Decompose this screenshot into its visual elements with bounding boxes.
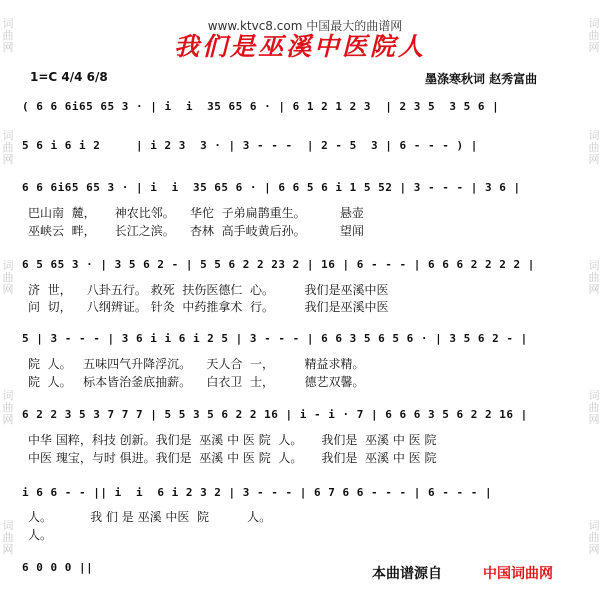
lyric-line: 人。 我 们 是 巫溪 中医 院 人。 [28,510,272,524]
lyric-line: 院 人。 五味四气升降浮沉。 天人合 一， 精益求精。 [28,357,365,371]
watermark-text: 词曲网 [2,519,14,556]
lyric-line: 中华 国粹，科技 创新。我们是 巫溪 中 医 院 人。 我们是 巫溪 中 医 院 [28,433,437,447]
watermark-text: 词曲网 [2,129,14,166]
watermark-text: 词曲网 [588,519,600,556]
lyric-line: 巴山南 麓， 神农比邻。 华佗 子弟扁鹊重生。 悬壶 [28,206,364,220]
lyric-line: 问 切， 八纲辨证。 针灸 中药推拿术 行。 我们是巫溪中医 [28,300,389,314]
lyric-line: 院 人。 标本皆治釜底抽薪。 白衣卫 士， 德艺双馨。 [28,375,365,389]
watermark-text: 词曲网 [2,259,14,296]
notation-line: 6 0 0 0 || [22,561,94,574]
site-caption: www.ktvc8.com 中国最大的曲谱网 [207,19,403,33]
watermark-left [2,0,16,609]
lyric-line: 中医 瑰宝，与时 俱进。我们是 巫溪 中 医 院 人。 我们是 巫溪 中 医 院 [28,451,437,465]
watermark-text: 词曲网 [2,389,14,426]
watermark-text: 词曲网 [588,259,600,296]
watermark-text: 词曲网 [2,17,14,54]
source-label: 本曲谱源自 [372,566,442,582]
notation-line: ( 6 6 6i65 65 3 · | i i 35 65 6 · | 6 1 2 1 2 3 | 2 3 5 3 5 6 | [22,100,500,113]
lyric-line: 人。 [28,528,53,542]
composer-credit: 墨涤寒秋词 赵秀富曲 [425,72,538,86]
notation-line: 5 | 3 - - - | 3 6 i i 6 i 2 5 | 3 - - - | 6 6 3 5 6 5 6 · | 3 5 6 2 - | [22,332,528,345]
brand-label: 中国词曲网 [483,566,553,582]
lyric-line: 巫峡云 畔， 长江之滨。 杏林 高手岐黄后孙。 望闻 [28,224,364,238]
notation-line: 5 6 i 6 i 2 | i 2 3 3 · | 3 - - - | 2 - 5 3 | 6 - - - ) | [22,139,478,152]
notation-line: i 6 6 - - || i i 6 i 2 3 2 | 3 - - - | 6 7 6 6 - - - | 6 - - - | [22,486,493,499]
notation-line: 6 6 6i65 65 3 · | i i 35 65 6 · | 6 6 5 6 i 1 5 52 | 3 - - - | 3 6 | [22,181,521,194]
notation-line: 6 5 65 3 · | 3 5 6 2 - | 5 5 6 2 2 23 2 | 16 | 6 - - - | 6 6 6 2 2 2 2 | [22,258,535,271]
watermark-text: 词曲网 [588,389,600,426]
key-signature: 1=C 4/4 6/8 [30,70,108,84]
watermark-text: 词曲网 [588,129,600,166]
watermark-text: 词曲网 [588,17,600,54]
lyric-line: 济 世， 八卦五行。 救死 扶伤医德仁 心。 我们是巫溪中医 [28,283,389,297]
song-title: 我们是巫溪中医院人 [173,32,426,61]
notation-line: 6 2 2 3 5 3 7 7 7 | 5 5 3 5 6 2 2 16 | i - i · 7 | 6 6 6 3 5 6 2 2 16 | [22,408,528,421]
